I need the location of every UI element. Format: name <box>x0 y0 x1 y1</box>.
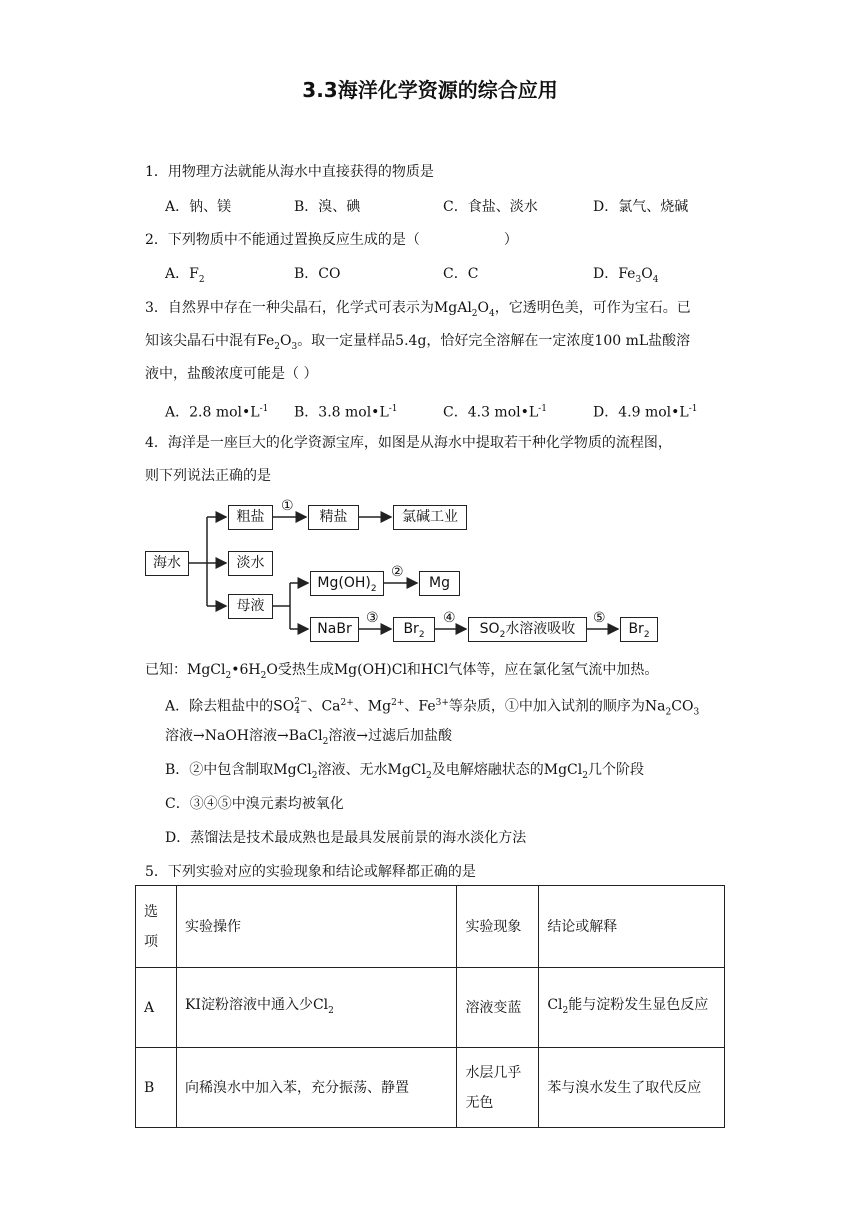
flow-step-4: ④ <box>443 610 456 626</box>
flow-step-2: ② <box>391 564 404 580</box>
row-b-option: B <box>136 1048 177 1128</box>
flow-box-chlor-alkali: 氯碱工业 <box>393 505 467 530</box>
flow-box-refined-salt: 精盐 <box>308 505 359 530</box>
experiment-table <box>135 885 725 1128</box>
flow-box-mgoh2: $Mg(OH)_2$ <box>310 571 384 596</box>
flow-box-nabr: NaBr <box>310 617 359 642</box>
header-conclusion: 结论或解释 <box>539 886 725 968</box>
flow-box-mother-liquor: 母液 <box>228 594 273 619</box>
row-b-operation: 向稀溴水中加入苯，充分振荡、静置 <box>176 1048 456 1128</box>
q1-option-d: D．氯气、烧碱 <box>593 199 689 215</box>
q2-option-d: D．$Fe_3O_4$ <box>593 266 659 285</box>
question-4-line-2: 则下列说法正确的是 <box>145 468 271 484</box>
flow-box-br2: $Br_2$ <box>393 617 435 642</box>
known-condition: 已知：$MgCl_2•6H_2O$受热生成Mg(OH)Cl和HCl气体等，应在氯化氢气流中加热。 <box>145 662 659 681</box>
question-3-line-3: 液中，盐酸浓度可能是（ ） <box>145 366 318 382</box>
flow-box-so2-absorb: $SO_2$水溶液吸收 <box>468 617 587 642</box>
question-3-line-1: 3．自然界中存在一种尖晶石，化学式可表示为$MgAl_2O_4$，它透明色美，可作为宝石。已 <box>145 300 691 319</box>
q2-option-a: A．$F_2$ <box>165 266 205 285</box>
q3-option-a: A．2.8 $mol•L^{-1}$ <box>165 404 269 421</box>
q1-option-c: C．食盐、淡水 <box>443 199 538 215</box>
q4-option-a-line-2: 溶液→NaOH溶液→BaCl$_2$溶液→过滤后加盐酸 <box>165 728 453 747</box>
flow-step-5: ⑤ <box>593 610 606 626</box>
flow-step-3: ③ <box>366 610 379 626</box>
table-row <box>136 968 725 1048</box>
row-a-conclusion: $Cl_2$能与淀粉发生显色反应 <box>539 968 725 1048</box>
table-row <box>136 1048 725 1128</box>
q1-option-b: B．溴、碘 <box>294 199 361 215</box>
question-2-stem: 2．下列物质中不能通过置换反应生成的是（ ） <box>145 232 518 248</box>
flow-step-1: ① <box>281 498 294 514</box>
header-operation: 实验操作 <box>176 886 456 968</box>
q4-option-a-line-1: A．除去粗盐中的SO2− 4 、$Ca^{2+}$、$Mg^{2+}$、$Fe^{3+}$等杂质，①中加入试剂的顺序为$Na_2CO_3$ <box>165 696 700 718</box>
q4-option-c: C．③④⑤中溴元素均被氧化 <box>165 796 344 812</box>
row-a-phenomenon: 溶液变蓝 <box>457 968 539 1048</box>
page-title: 3.3海洋化学资源的综合应用 <box>302 78 558 102</box>
q1-option-a: A．钠、镁 <box>165 199 232 215</box>
q4-option-b: B．②中包含制取MgCl$_2$溶液、无水MgCl$_2$及电解熔融状态的MgCl$_2$几个阶段 <box>165 762 644 781</box>
flow-box-crude-salt: 粗盐 <box>228 505 273 530</box>
q3-option-b: B．3.8 $mol•L^{-1}$ <box>294 404 398 421</box>
row-b-conclusion: 苯与溴水发生了取代反应 <box>539 1048 725 1128</box>
row-a-operation: KI淀粉溶液中通入少$Cl_2$ <box>176 968 456 1048</box>
flow-box-br2-final: $Br_2$ <box>620 617 658 642</box>
flow-box-mg: Mg <box>419 571 460 596</box>
q3-option-c: C．4.3 $mol•L^{-1}$ <box>443 404 547 421</box>
flow-box-fresh-water: 淡水 <box>228 551 273 576</box>
q2-option-c: C．C <box>443 266 479 282</box>
q4-option-d: D．蒸馏法是技术最成熟也是最具发展前景的海水淡化方法 <box>165 830 527 846</box>
question-1-stem: 1．用物理方法就能从海水中直接获得的物质是 <box>145 164 434 180</box>
flow-box-seawater: 海水 <box>145 551 189 576</box>
table-header-row <box>136 886 725 968</box>
header-option: 选项 <box>136 886 177 968</box>
q3-option-d: D．4.9 $mol•L^{-1}$ <box>593 404 698 421</box>
row-b-phenomenon: 水层几乎无色 <box>457 1048 539 1128</box>
question-5-stem: 5．下列实验对应的实验现象和结论或解释都正确的是 <box>145 864 476 880</box>
question-3-line-2: 知该尖晶石中混有$Fe_2O_3$。取一定量样品5.4g，恰好完全溶解在一定浓度100 mL盐酸溶 <box>145 333 691 352</box>
question-4-line-1: 4．海洋是一座巨大的化学资源宝库，如图是从海水中提取若干种化学物质的流程图， <box>145 435 672 451</box>
q2-option-b: B．CO <box>294 266 341 282</box>
row-a-option: A <box>136 968 177 1048</box>
header-phenomenon: 实验现象 <box>457 886 539 968</box>
